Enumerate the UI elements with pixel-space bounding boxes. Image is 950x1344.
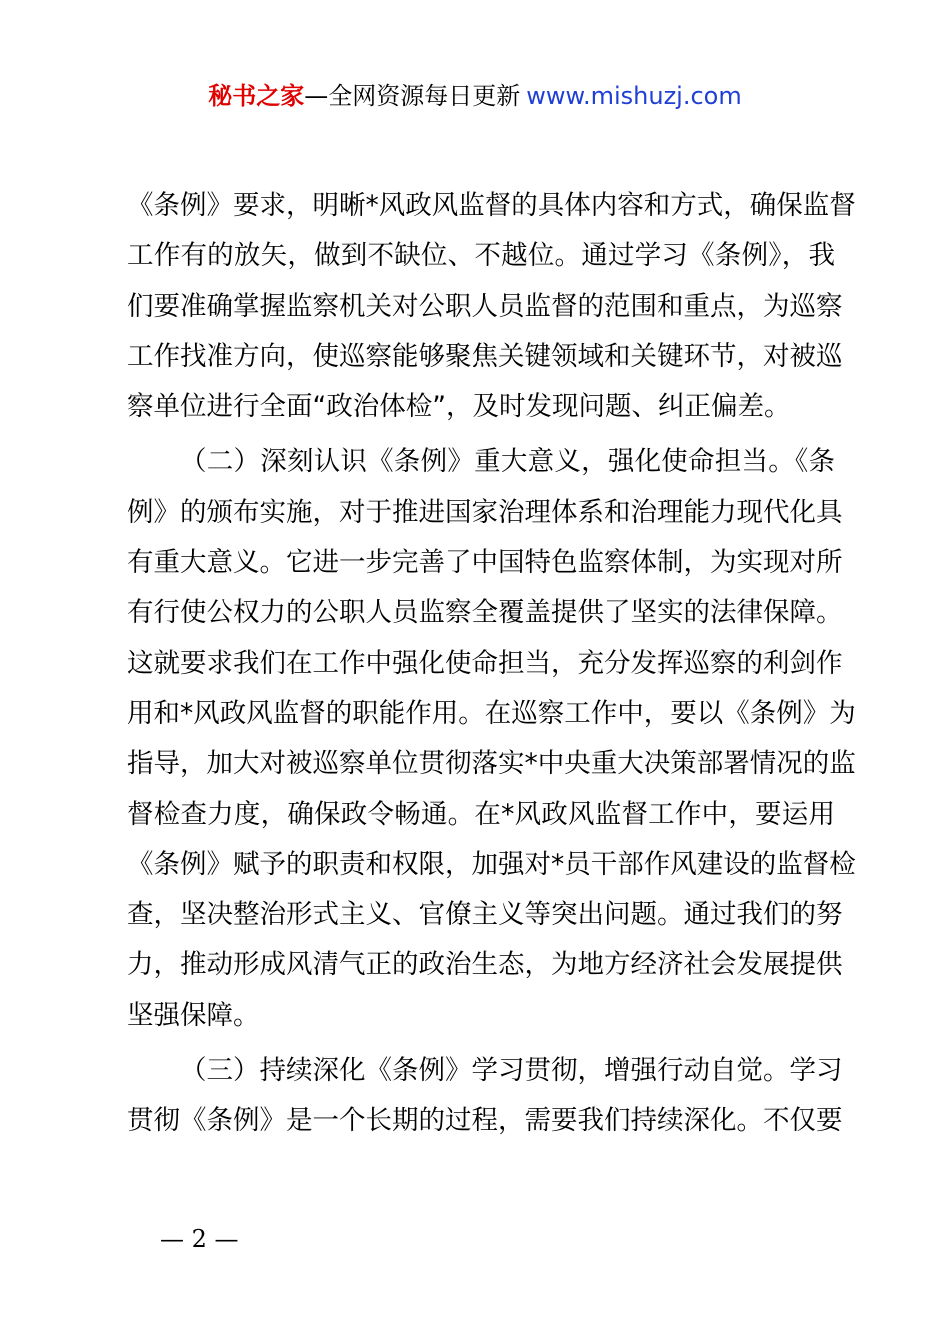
- text-line: 贯彻《条例》是一个长期的过程，需要我们持续深化。不仅要: [127, 1105, 843, 1137]
- text-line: 例》的颁布实施，对于推进国家治理体系和治理能力现代化具: [127, 496, 843, 528]
- text-line: 坚强保障。: [127, 999, 260, 1031]
- text-line: 们要准确掌握监察机关对公职人员监督的范围和重点，为巡察: [127, 290, 843, 322]
- text-line: 用和*风政风监督的职能作用。在巡察工作中，要以《条例》为: [127, 697, 856, 729]
- text-line: 察单位进行全面“政治体检”，及时发现问题、纠正偏差。: [127, 391, 791, 423]
- text-line: 查，坚决整治形式主义、官僚主义等突出问题。通过我们的努: [127, 899, 843, 931]
- text-line: 督检查力度，确保政令畅通。在*风政风监督工作中，要运用: [127, 798, 835, 830]
- section-heading-line: （三）持续深化《条例》学习贯彻，增强行动自觉。学习: [180, 1055, 843, 1087]
- document-body: [127, 181, 856, 1147]
- text-line: 有重大意义。它进一步完善了中国特色监察体制，为实现对所: [127, 547, 843, 579]
- site-slogan: —全网资源每日更新: [304, 82, 521, 110]
- text-line: 指导，加大对被巡察单位贯彻落实*中央重大决策部署情况的监: [127, 748, 856, 780]
- paragraph-2: [127, 437, 856, 1041]
- text-line: 有行使公权力的公职人员监察全覆盖提供了坚实的法律保障。: [127, 597, 843, 629]
- section-heading-line: （二）深刻认识《条例》重大意义，强化使命担当。《条: [180, 446, 835, 478]
- text-line: 《条例》要求，明晰*风政风监督的具体内容和方式，确保监督: [127, 190, 856, 221]
- page-number: — 2 —: [160, 1225, 239, 1253]
- site-brand: 秘书之家: [208, 82, 305, 110]
- text-line: 工作找准方向，使巡察能够聚焦关键领域和关键环节，对被巡: [127, 340, 843, 372]
- paragraph-1: [127, 181, 856, 432]
- text-line: 《条例》赋予的职责和权限，加强对*员干部作风建设的监督检: [127, 848, 856, 880]
- site-url-link[interactable]: www.mishuzj.com: [526, 82, 742, 110]
- text-line: 这就要求我们在工作中强化使命担当，充分发挥巡察的利剑作: [127, 647, 843, 679]
- text-line: 力，推动形成风清气正的政治生态，为地方经济社会发展提供: [127, 949, 843, 981]
- paragraph-3: [127, 1046, 843, 1147]
- text-line: 工作有的放矢，做到不缺位、不越位。通过学习《条例》，我: [127, 240, 835, 272]
- site-header: [0, 80, 950, 112]
